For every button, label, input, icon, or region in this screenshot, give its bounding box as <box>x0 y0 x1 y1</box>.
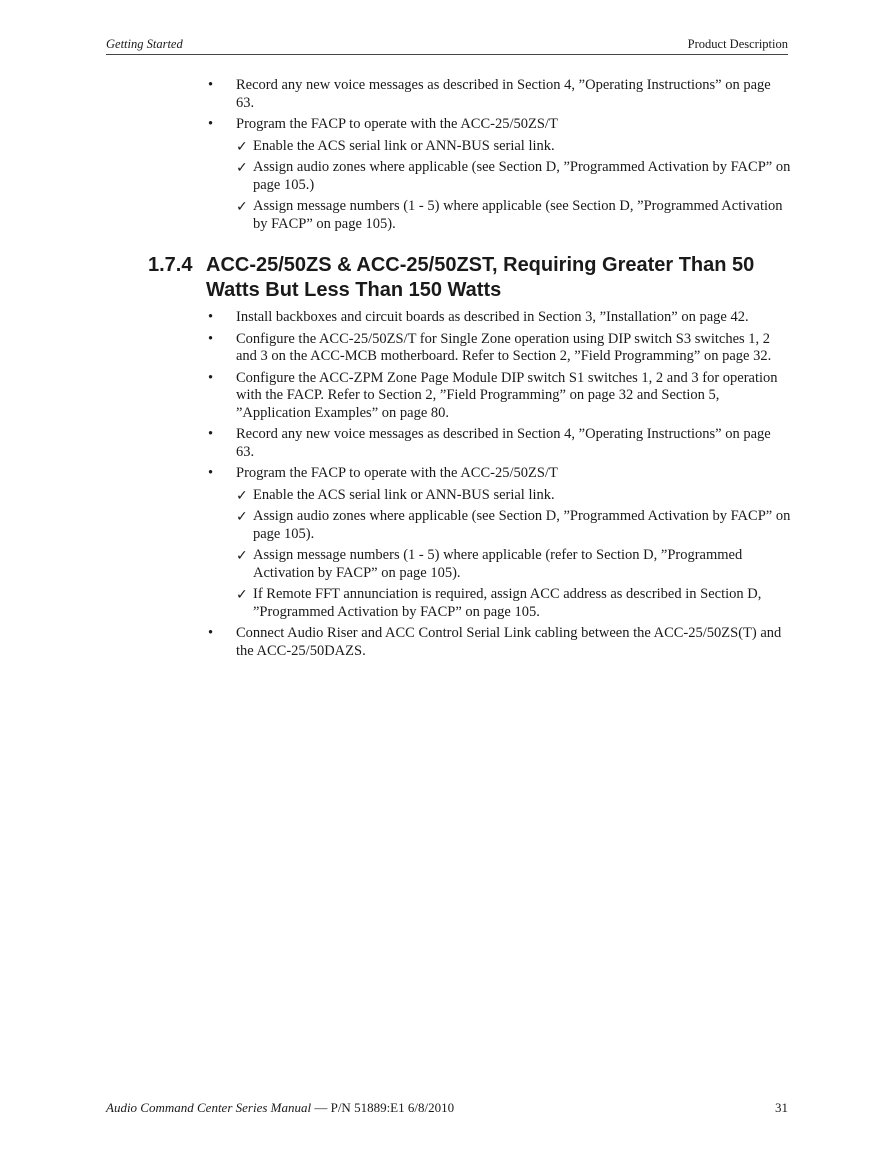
checkmark-icon: ✓ <box>236 199 248 215</box>
check-item-text: Assign message numbers (1 - 5) where applicable (refer to Section D, ”Programmed Activation by FACP” on page 105). <box>253 547 743 581</box>
check-item <box>0 508 892 543</box>
list-item <box>0 625 892 660</box>
check-item-text: Enable the ACS serial link or ANN-BUS serial link. <box>253 137 555 154</box>
section-heading <box>148 253 808 303</box>
footer-part-info: — P/N 51889:E1 6/8/2010 <box>311 1100 455 1115</box>
check-item <box>0 547 892 582</box>
page-header <box>106 36 788 55</box>
checkmark-icon: ✓ <box>236 548 248 564</box>
header-chapter: Getting Started <box>106 37 183 51</box>
bullet-icon: • <box>208 116 214 132</box>
bullet-list-1 <box>0 77 892 237</box>
footer-manual-info <box>106 1100 454 1116</box>
list-item-text: Configure the ACC-ZPM Zone Page Module DIP switch S1 switches 1, 2 and 3 for operation with the FACP. Refer to Section 2, ”Field Programming” on page 32 and Section 5, ”Application Examples” on page 80. <box>236 369 778 421</box>
list-item-text: Record any new voice messages as described in Section 4, ”Operating Instructions” on page 63. <box>236 426 771 460</box>
list-item <box>0 77 892 112</box>
section-number: 1.7.4 <box>148 254 193 276</box>
footer-manual-title: Audio Command Center Series Manual <box>106 1100 312 1115</box>
check-item-text: Assign audio zones where applicable (see Section D, ”Programmed Activation by FACP” on page 105). <box>253 508 791 542</box>
list-item <box>0 331 892 366</box>
list-item-text: Connect Audio Riser and ACC Control Serial Link cabling between the ACC-25/50ZS(T) and the ACC-25/50DAZS. <box>236 625 782 659</box>
check-item-text: Enable the ACS serial link or ANN-BUS serial link. <box>253 486 555 503</box>
page-number: 31 <box>775 1100 788 1115</box>
list-item-text: Install backboxes and circuit boards as described in Section 3, ”Installation” on page 42. <box>236 309 749 325</box>
list-item <box>0 426 892 461</box>
checkmark-icon: ✓ <box>236 587 248 603</box>
list-item-text: Configure the ACC-25/50ZS/T for Single Zone operation using DIP switch S3 switches 1, 2 and 3 on the ACC-MCB motherboard. Refer to Section 2, ”Field Programming” on page 32. <box>236 330 772 364</box>
check-item-text: If Remote FFT annunciation is required, assign ACC address as described in Section D, ”Programmed Activation by FACP” on page 105. <box>253 586 762 620</box>
bullet-icon: • <box>208 77 214 93</box>
list-item <box>0 465 892 483</box>
check-item <box>0 198 892 233</box>
check-item <box>0 487 892 505</box>
list-item <box>0 309 892 327</box>
bullet-icon: • <box>208 309 214 325</box>
header-section: Product Description <box>687 37 788 51</box>
bullet-icon: • <box>208 625 214 641</box>
list-item <box>0 116 892 134</box>
bullet-icon: • <box>208 426 214 442</box>
list-item-text: Program the FACP to operate with the ACC-25/50ZS/T <box>236 465 558 481</box>
check-item-text: Assign audio zones where applicable (see Section D, ”Programmed Activation by FACP” on page 105.) <box>253 159 791 193</box>
section-title: ACC-25/50ZS & ACC-25/50ZST, Requiring Greater Than 50 Watts But Less Than 150 Watts <box>206 254 755 301</box>
bullet-icon: • <box>208 330 214 347</box>
check-item <box>0 159 892 194</box>
checkmark-icon: ✓ <box>236 487 248 504</box>
check-item <box>0 138 892 156</box>
checkmark-icon: ✓ <box>236 509 248 525</box>
bullet-icon: • <box>208 465 214 481</box>
check-item <box>0 586 892 621</box>
checkmark-icon: ✓ <box>236 160 248 176</box>
bullet-icon: • <box>208 369 214 386</box>
list-item <box>0 370 892 423</box>
list-item-text: Program the FACP to operate with the ACC-25/50ZS/T <box>236 116 558 132</box>
list-item-text: Record any new voice messages as described in Section 4, ”Operating Instructions” on page 63. <box>236 77 771 111</box>
bullet-list-2 <box>0 309 892 664</box>
checkmark-icon: ✓ <box>236 138 248 155</box>
check-item-text: Assign message numbers (1 - 5) where applicable (see Section D, ”Programmed Activation by FACP” on page 105). <box>253 198 783 232</box>
